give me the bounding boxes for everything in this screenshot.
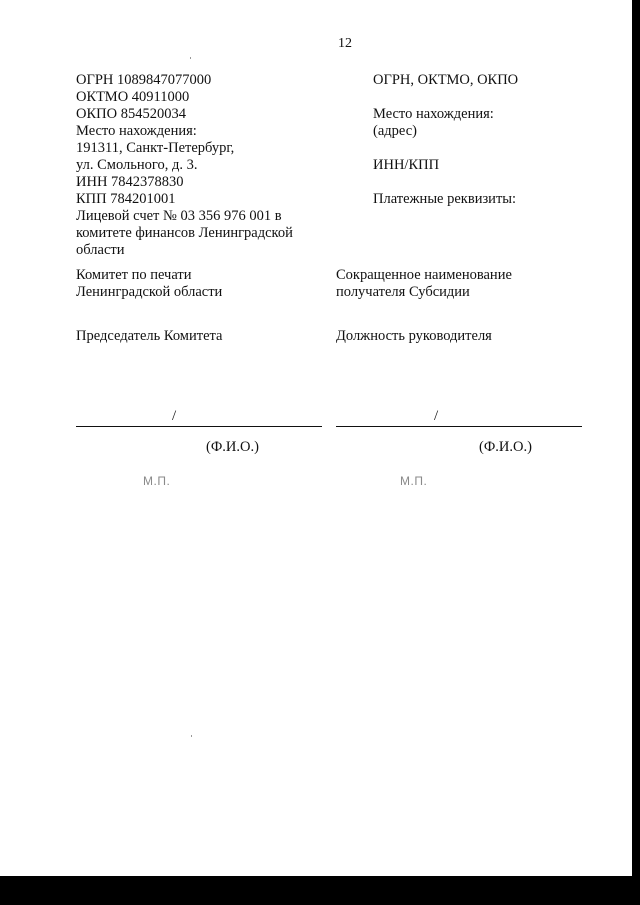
grantor-account-line2: комитете финансов Ленинградской — [76, 225, 293, 241]
grantor-account-line1: Лицевой счет № 03 356 976 001 в — [76, 208, 282, 224]
recipient-requisites — [373, 72, 518, 208]
grantor-signature-line — [76, 426, 322, 427]
page-number: 12 — [338, 36, 352, 51]
recipient-inn-kpp: ИНН/КПП — [373, 157, 440, 173]
grantor-kpp: КПП 784201001 — [76, 191, 176, 207]
scan-speck — [191, 735, 192, 737]
grantor-location-label: Место нахождения: — [76, 123, 197, 139]
grantor-requisites — [76, 72, 293, 259]
grantor-ogrn: ОГРН 1089847077000 — [76, 72, 212, 88]
recipient-position: Должность руководителя — [336, 328, 492, 344]
grantor-inn: ИНН 7842378830 — [76, 174, 184, 190]
recipient-codes: ОГРН, ОКТМО, ОКПО — [373, 72, 519, 88]
grantor-org-line1: Комитет по печати — [76, 267, 192, 283]
scan-edge-shadow — [632, 0, 640, 876]
grantor-organization — [76, 267, 222, 301]
recipient-stamp-place: М.П. — [400, 474, 428, 488]
recipient-fio-label: (Ф.И.О.) — [479, 439, 532, 455]
scan-speck — [190, 57, 191, 59]
grantor-org-line2: Ленинградской области — [76, 284, 223, 300]
grantor-okpo: ОКПО 854520034 — [76, 106, 186, 122]
grantor-oktmo: ОКТМО 40911000 — [76, 89, 190, 105]
recipient-org-line1: Сокращенное наименование — [336, 267, 512, 283]
recipient-org-line2: получателя Субсидии — [336, 284, 470, 300]
recipient-signature-line — [336, 426, 582, 427]
grantor-fio-label: (Ф.И.О.) — [206, 439, 259, 455]
recipient-location-label: Место нахождения: — [373, 106, 494, 122]
grantor-account-line3: области — [76, 242, 125, 258]
recipient-payment-details: Платежные реквизиты: — [373, 191, 517, 207]
grantor-signature-slash: / — [172, 408, 177, 424]
grantor-address-line2: ул. Смольного, д. 3. — [76, 157, 198, 173]
grantor-position: Председатель Комитета — [76, 328, 223, 344]
grantor-address-line1: 191311, Санкт-Петербург, — [76, 140, 235, 156]
grantor-stamp-place: М.П. — [143, 474, 171, 488]
recipient-signature-slash: / — [434, 408, 439, 424]
recipient-organization — [336, 267, 512, 301]
recipient-address-placeholder: (адрес) — [373, 123, 417, 139]
